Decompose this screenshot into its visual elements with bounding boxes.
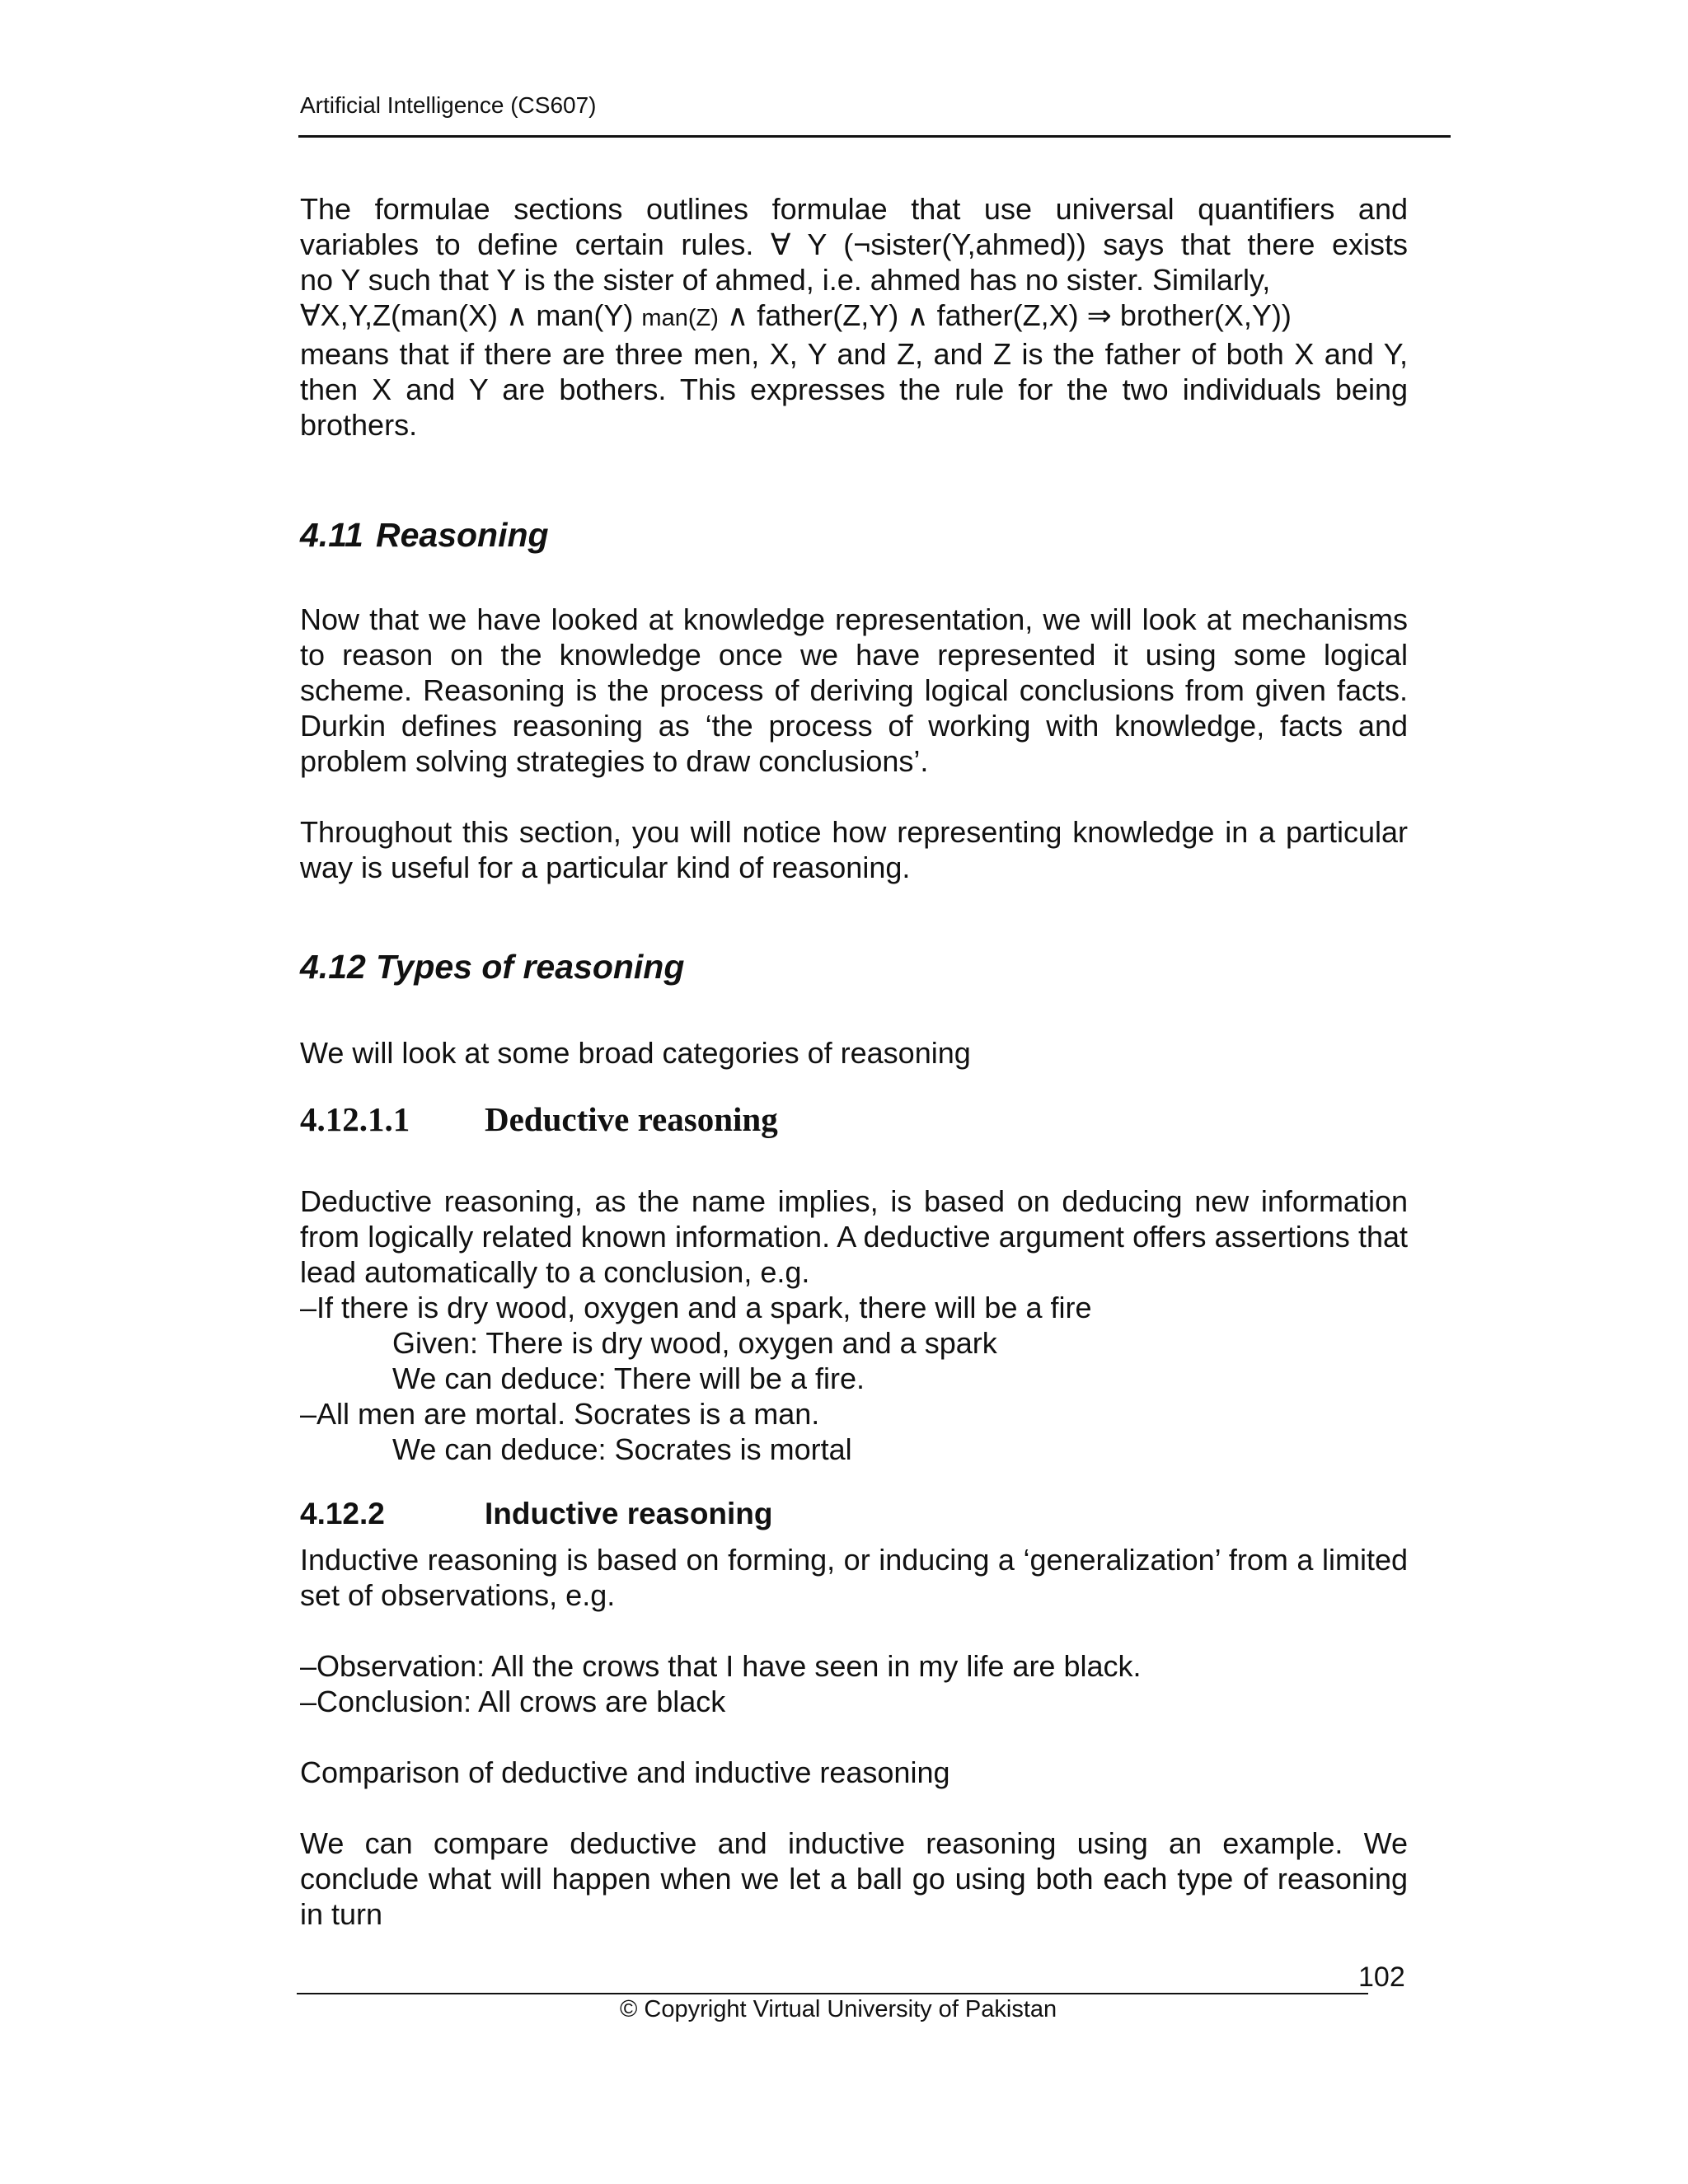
subsection-title: Inductive reasoning (485, 1497, 773, 1530)
section-title: Reasoning (376, 516, 549, 554)
observation-line: –Observation: All the crows that I have seen in my life are black. (300, 1649, 1142, 1683)
intro-rest: means that if there are three men, X, Y and Z, and Z is the father of both X and Y, then X and Y are bothers. This expresses the rule for the two individuals being brothers. (300, 337, 1408, 442)
intro-line-3: no Y such that Y is the sister of ahmed, i.e. ahmed has no sister. Similarly, (300, 263, 1271, 297)
subsection-heading-inductive (300, 1497, 773, 1531)
subsection-number: 4.12.1.1 (300, 1100, 410, 1138)
section-number: 4.12 (300, 948, 366, 986)
running-header: Artificial Intelligence (CS607) (300, 92, 597, 118)
subsection-heading-deductive (300, 1099, 778, 1139)
formula-part-3: ∧ father(Z,Y) ∧ father(Z,X) ⇒ brother(X,Y)) (726, 298, 1292, 332)
footer-divider (297, 1993, 1368, 1994)
example-2: –All men are mortal. Socrates is a man. (300, 1397, 820, 1431)
page-number: 102 (1358, 1961, 1405, 1993)
reasoning-paragraph-2: Throughout this section, you will notice how representing knowledge in a particular way is useful for a particular kind of reasoning. (300, 815, 1408, 884)
types-intro: We will look at some broad categories of reasoning (300, 1036, 971, 1070)
reasoning-paragraph-1: Now that we have looked at knowledge representation, we will look at mechanisms to reason on the knowledge once we have represented it using some logical scheme. Reasoning is the process of deriving logical conclusions from given facts. Durkin defines reasoning as ‘the process of working with knowledge, facts and problem solving strategies to draw conclusions’. (300, 602, 1408, 778)
subsection-number: 4.12.2 (300, 1497, 385, 1530)
intro-line-2: variables to define certain rules. ∀ Y (¬sister(Y,ahmed)) says that there exists (300, 227, 1408, 261)
inductive-paragraph: Inductive reasoning is based on forming, or inducing a ‘generalization’ from a limited set of observations, e.g. (300, 1543, 1408, 1612)
example-1-given: Given: There is dry wood, oxygen and a spark (392, 1326, 997, 1360)
section-heading-reasoning (300, 516, 549, 555)
formula-part-2: man(Z) (641, 305, 719, 331)
section-title: Types of reasoning (376, 948, 685, 986)
copyright-notice: © Copyright Virtual University of Pakistan (620, 1996, 1057, 2022)
section-heading-types (300, 948, 684, 987)
example-1: –If there is dry wood, oxygen and a spark, there will be a fire (300, 1291, 1092, 1324)
formula-part-1: ∀X,Y,Z(man(X) ∧ man(Y) (300, 298, 634, 332)
example-2-deduction: We can deduce: Socrates is mortal (392, 1432, 852, 1466)
intro-paragraph (300, 191, 1408, 443)
subsection-title: Deductive reasoning (485, 1100, 778, 1138)
inductive-examples (300, 1648, 1408, 1719)
example-1-deduction: We can deduce: There will be a fire. (392, 1361, 865, 1395)
section-number: 4.11 (300, 516, 363, 554)
conclusion-line: –Conclusion: All crows are black (300, 1685, 726, 1718)
comparison-paragraph: We can compare deductive and inductive reasoning using an example. We conclude what will happen when we let a ball go using both each type of reasoning in turn (300, 1826, 1408, 1931)
deductive-paragraph: Deductive reasoning, as the name implies, is based on deducing new information from logically related known information. A deductive argument offers assertions that lead automatically to a conclusion, e.g. (300, 1184, 1408, 1289)
header-divider (298, 135, 1451, 138)
deductive-examples (300, 1290, 1408, 1467)
intro-line-1: The formulae sections outlines formulae that use universal quantifiers and (300, 192, 1408, 226)
formula-line (300, 298, 1408, 336)
comparison-heading: Comparison of deductive and inductive reasoning (300, 1755, 950, 1789)
